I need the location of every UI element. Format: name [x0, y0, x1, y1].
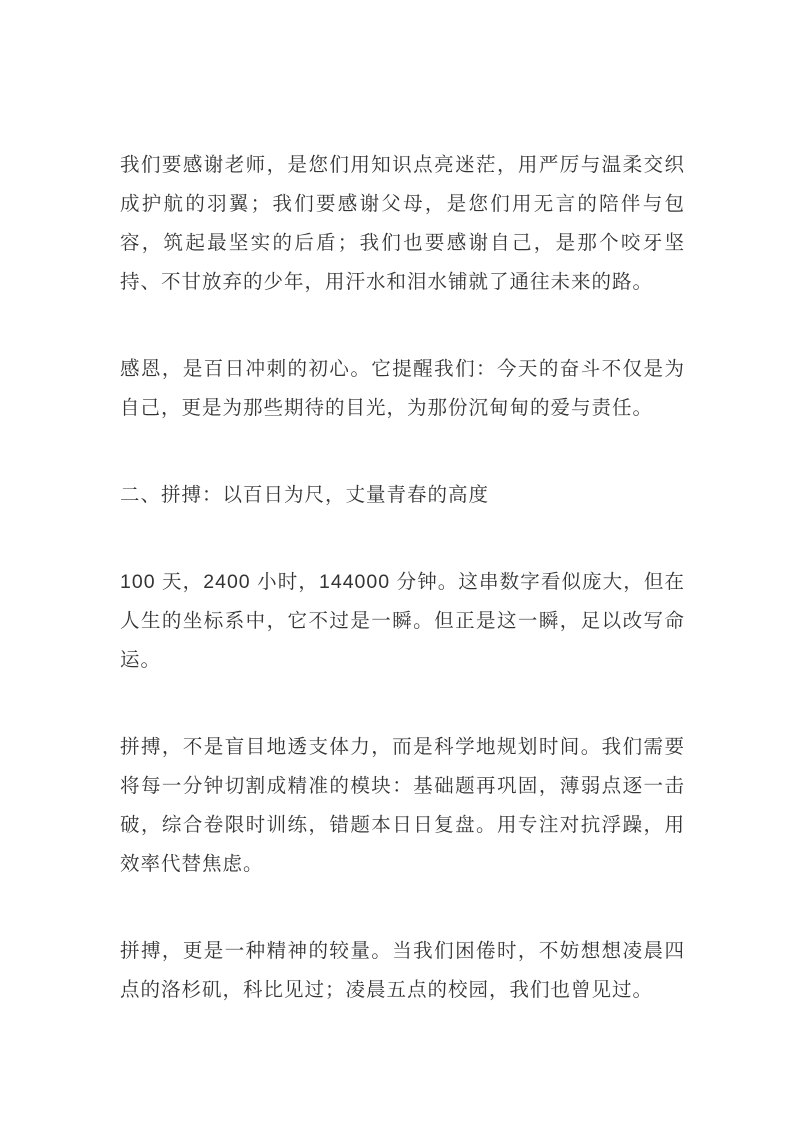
paragraph-hundred-days-numbers: 100 天，2400 小时，144000 分钟。这串数字看似庞大，但在人生的坐标系中，它不过是一瞬。但正是这一瞬，足以改写命运。	[120, 571, 685, 671]
paragraph-gratitude-teachers-parents-self: 我们要感谢老师，是您们用知识点亮迷茫，用严厉与温柔交织成护航的羽翼；我们要感谢父母，是您们用无言的陪伴与包容，筑起最坚实的后盾；我们也要感谢自己，是那个咬牙坚持、不甘放弃的少年，用汗水和泪水铺就了通往未来的路。	[120, 154, 685, 293]
paragraph-gratitude-meaning: 感恩，是百日冲刺的初心。它提醒我们：今天的奋斗不仅是为自己，更是为那些期待的目光，为那份沉甸甸的爱与责任。	[120, 358, 685, 419]
paragraph-spirit-kobe-campus: 拼搏，更是一种精神的较量。当我们困倦时，不妨想想凌晨四点的洛杉矶，科比见过；凌晨五点的校园，我们也曾见过。	[120, 940, 685, 1001]
heading-section-two-striving: 二、拼搏：以百日为尺，丈量青春的高度	[120, 484, 490, 506]
paragraph-scientific-time-planning: 拼搏，不是盲目地透支体力，而是科学地规划时间。我们需要将每一分钟切割成精准的模块：基础题再巩固，薄弱点逐一击破，综合卷限时训练，错题本日日复盘。用专注对抗浮躁，用效率代替焦虑。	[120, 736, 685, 875]
